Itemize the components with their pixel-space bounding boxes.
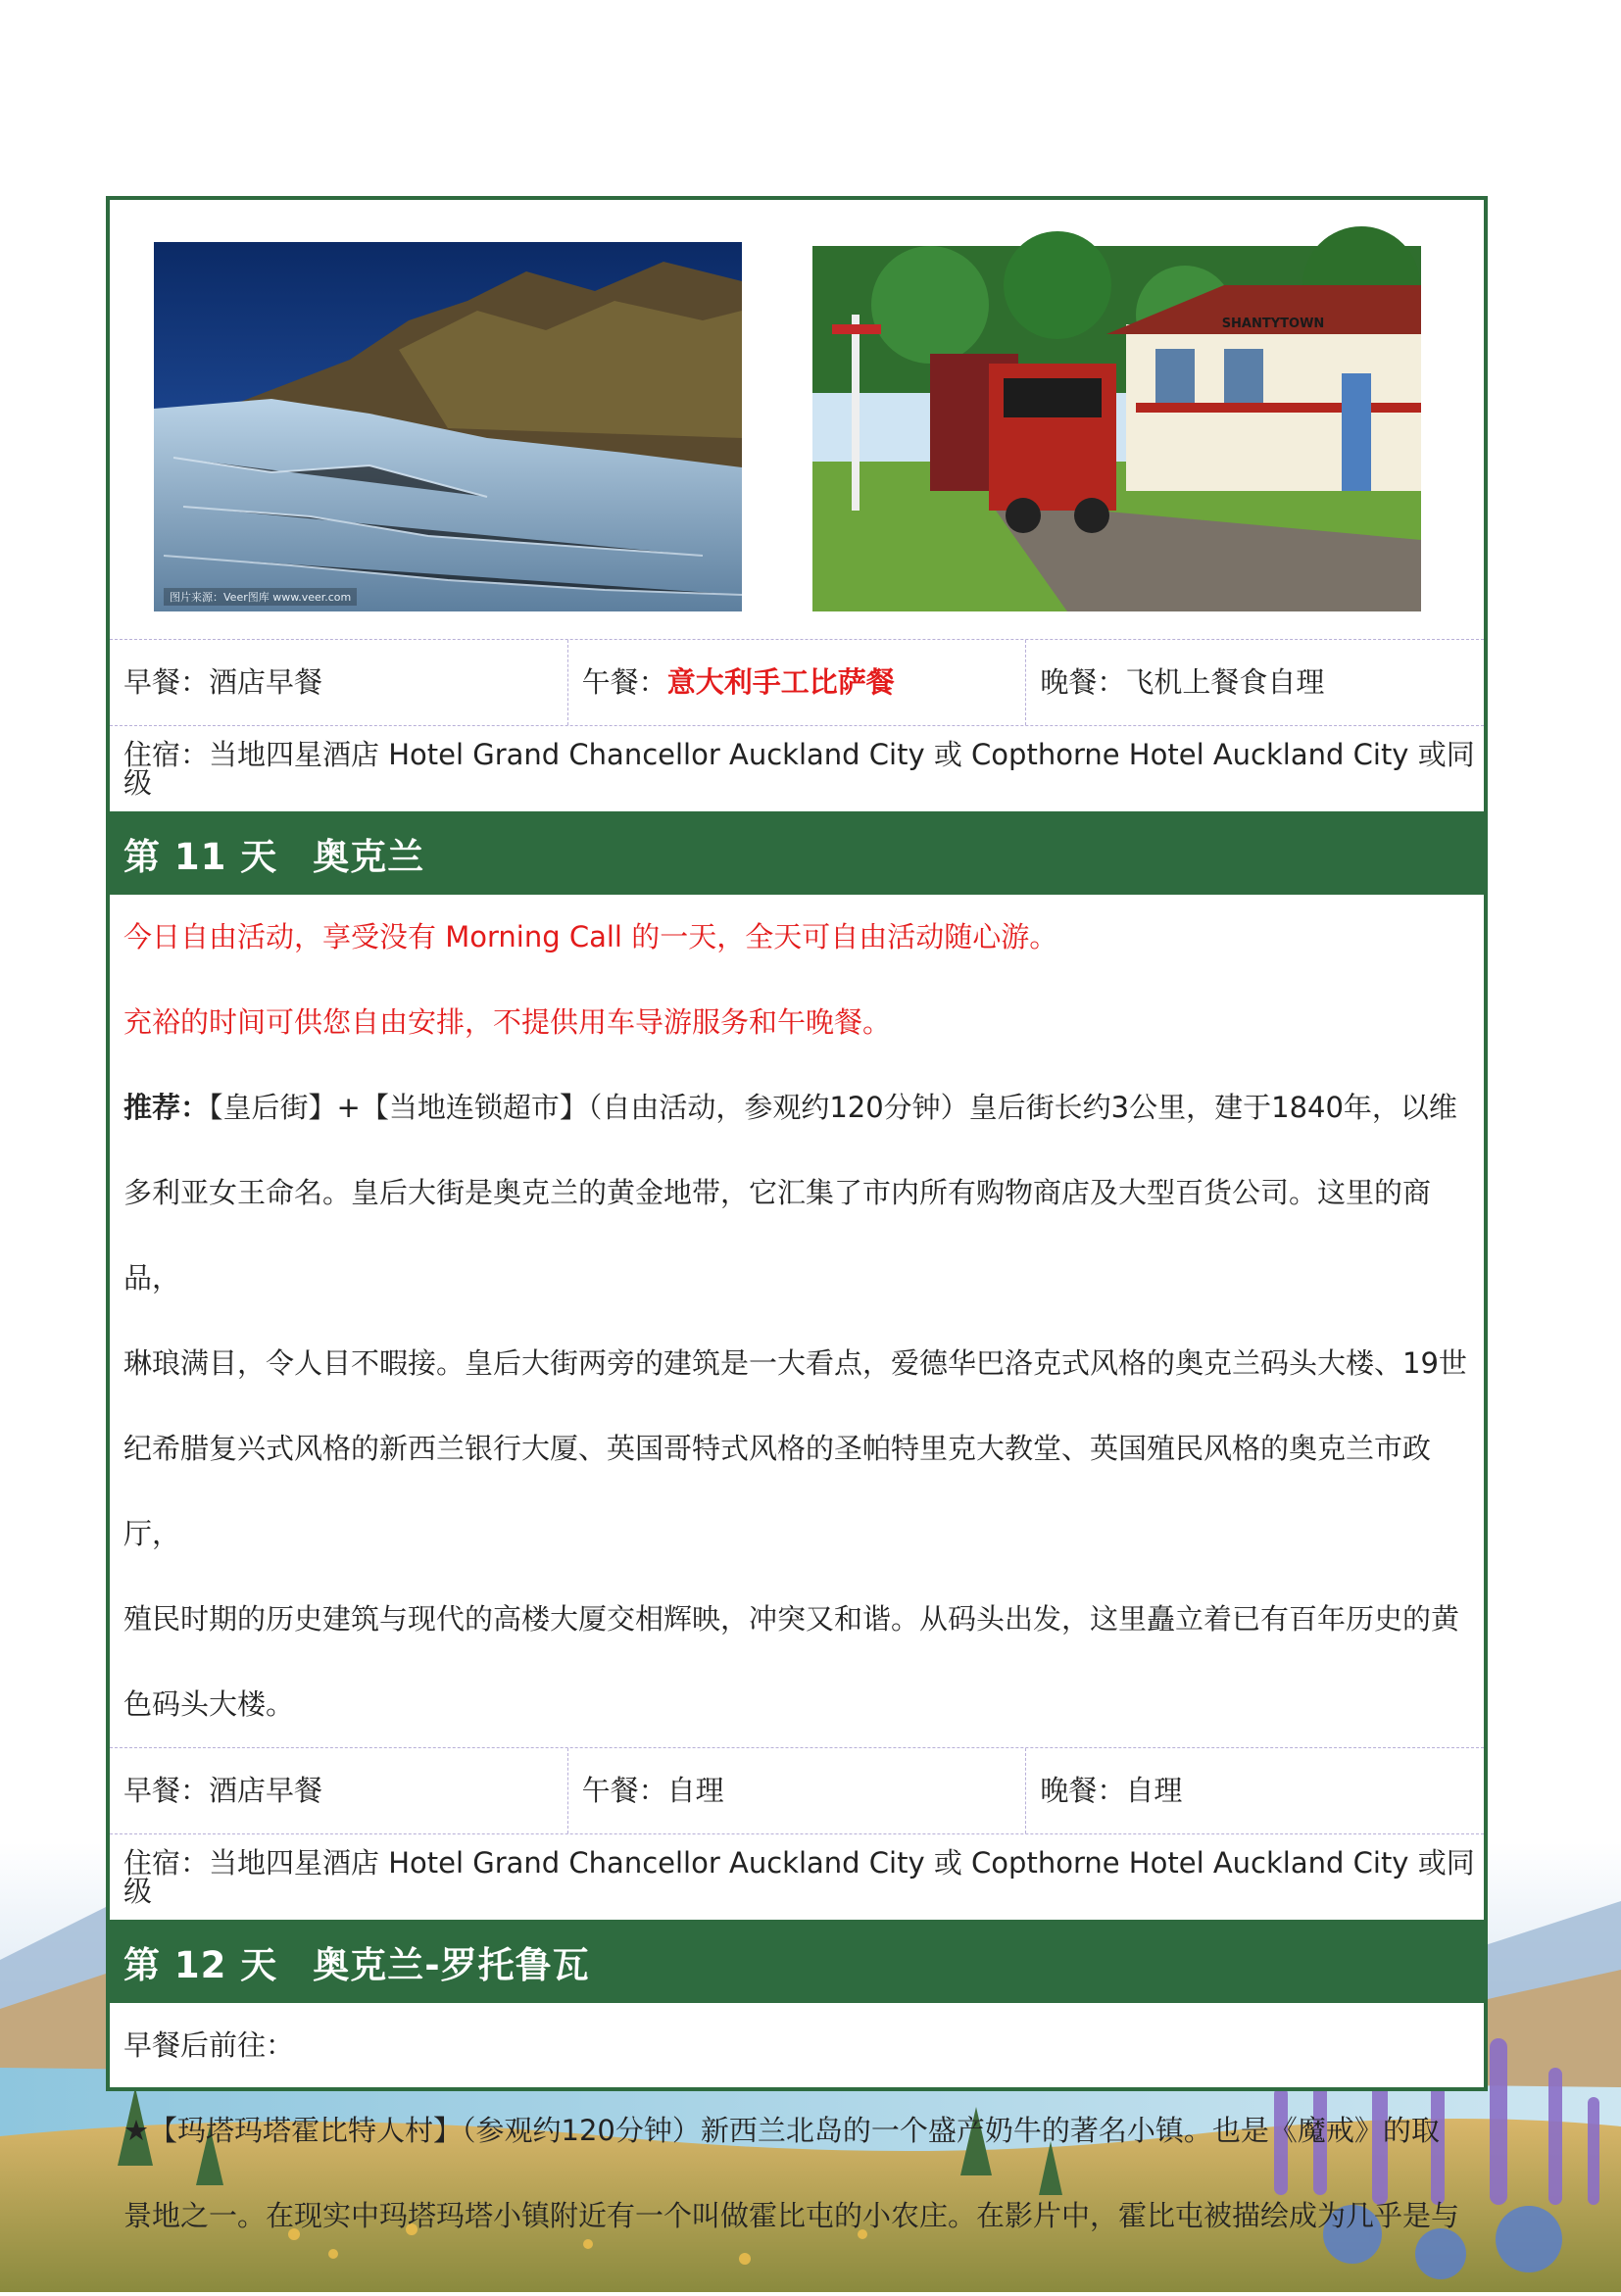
day12-line-2: ★【玛塔玛塔霍比特人村】（参观约120分钟）新西兰北岛的一个盛产奶牛的著名小镇。也是《魔戒》的取 xyxy=(123,2114,1440,2147)
itinerary-frame xyxy=(106,196,1488,2232)
train-station-photo xyxy=(812,246,1421,611)
day11-content xyxy=(110,895,1484,1747)
day11-hotel-row: 住宿：当地四星酒店 Hotel Grand Chancellor Auckland City 或 Copthorne Hotel Auckland City 或同级 xyxy=(110,1833,1484,1920)
day12-header xyxy=(110,1920,1484,2003)
day12-content xyxy=(110,2003,1484,2259)
dinner-cell: 晚餐：自理 xyxy=(1040,1774,1183,1807)
lunch-cell: 午餐：自理 xyxy=(568,1748,1027,1833)
day11-number: 第 11 天 xyxy=(123,835,278,878)
day11-free-line-2: 充裕的时间可供您自由安排，不提供用车导游服务和午晚餐。 xyxy=(123,1005,892,1039)
day12-line-1: 早餐后前往： xyxy=(123,2028,295,2062)
recommend-label: 推荐： xyxy=(123,1091,210,1124)
breakfast-cell: 早餐：酒店早餐 xyxy=(110,640,568,725)
day11-recommend-line-3: 琳琅满目，令人目不暇接。皇后大街两旁的建筑是一大看点，爱德华巴洛克式风格的奥克兰码头大楼、19世 xyxy=(123,1346,1467,1380)
breakfast-cell: 早餐：酒店早餐 xyxy=(110,1748,568,1833)
day12-line-3: 景地之一。在现实中玛塔玛塔小镇附近有一个叫做霍比屯的小农庄。在影片中，霍比屯被描绘成为几乎是与 xyxy=(123,2199,1460,2232)
day12-title: 奥克兰-罗托鲁瓦 xyxy=(313,1943,590,1986)
day11-recommend-line-2: 多利亚女王命名。皇后大街是奥克兰的黄金地带，它汇集了市内所有购物商店及大型百货公司。这里的商品， xyxy=(123,1176,1432,1295)
lunch-label: 午餐： xyxy=(581,665,667,699)
day12-number: 第 12 天 xyxy=(123,1943,278,1986)
day11-recommend-line-5: 殖民时期的历史建筑与现代的高楼大厦交相辉映，冲突又和谐。从码头出发，这里矗立着已有百年历史的黄 xyxy=(123,1602,1460,1636)
day11-meals-row xyxy=(110,1747,1484,1833)
day11-free-line-1: 今日自由活动，享受没有 Morning Call 的一天，全天可自由活动随心游。 xyxy=(123,920,1058,953)
day11-header xyxy=(110,811,1484,895)
photo-section xyxy=(110,200,1484,639)
photo-credit: 图片来源：Veer图库 www.veer.com xyxy=(164,588,357,606)
dinner-cell: 晚餐：飞机上餐食自理 xyxy=(1040,665,1325,699)
day11-recommend-line-1 xyxy=(123,1065,1470,1150)
day11-title: 奥克兰 xyxy=(313,835,425,878)
lunch-cell xyxy=(568,640,1027,725)
day11-recommend-line-4: 纪希腊复兴式风格的新西兰银行大厦、英国哥特式风格的圣帕特里克大教堂、英国殖民风格的奥克兰市政厅， xyxy=(123,1432,1432,1550)
lunch-highlight: 意大利手工比萨餐 xyxy=(666,665,895,699)
shantytown-sign: SHANTYTOWN xyxy=(1221,317,1325,331)
glacier-photo xyxy=(154,242,742,611)
day10-hotel-row: 住宿：当地四星酒店 Hotel Grand Chancellor Auckland City 或 Copthorne Hotel Auckland City 或同级 xyxy=(110,725,1484,811)
recommend-text: 【皇后街】+【当地连锁超市】（自由活动，参观约120分钟）皇后街长约3公里，建于1840年，以维 xyxy=(209,1091,1457,1124)
day10-meals-row xyxy=(110,639,1484,725)
day11-recommend-line-6: 色码头大楼。 xyxy=(123,1687,295,1721)
